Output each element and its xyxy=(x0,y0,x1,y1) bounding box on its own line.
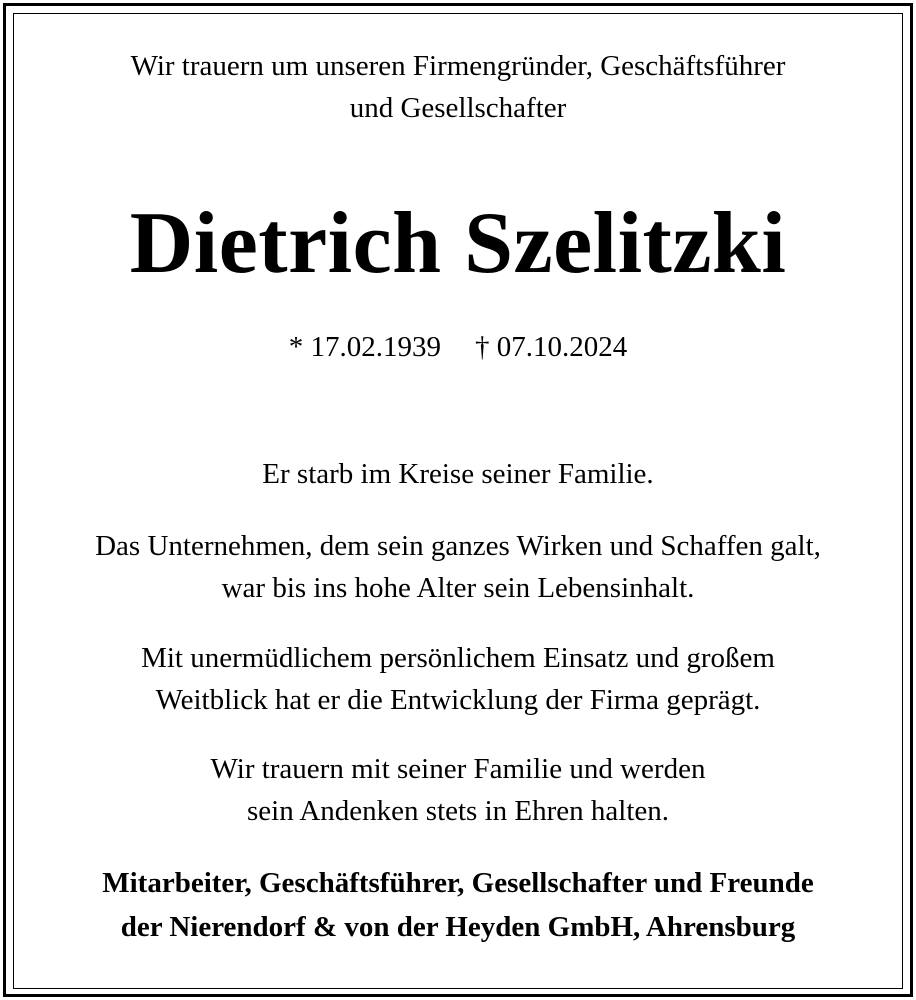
obituary-notice xyxy=(13,13,903,989)
paragraph-memory xyxy=(13,748,903,832)
birth-date: * 17.02.1939 xyxy=(288,331,441,363)
paragraph-line: Das Unternehmen, dem sein ganzes Wirken und Schaffen galt, xyxy=(95,530,821,562)
paragraph-line: sein Andenken stets in Ehren halten. xyxy=(246,795,669,827)
intro-text xyxy=(13,45,903,129)
paragraph-company xyxy=(13,525,903,609)
life-dates xyxy=(13,326,903,368)
intro-line-2: und Gesellschafter xyxy=(349,92,567,124)
deceased-name: Dietrich Szelitzki xyxy=(129,195,787,292)
death-date: † 07.10.2024 xyxy=(475,331,628,363)
paragraph-commitment xyxy=(13,637,903,721)
paragraph-line: Wir trauern mit seiner Familie und werden xyxy=(210,753,706,785)
signature-line-1: Mitarbeiter, Geschäftsführer, Gesellschafter und Freunde xyxy=(102,867,814,899)
paragraph-family xyxy=(13,453,903,495)
intro-line-1: Wir trauern um unseren Firmengründer, Geschäftsführer xyxy=(130,50,786,82)
paragraph-line: Weitblick hat er die Entwicklung der Firma geprägt. xyxy=(155,684,761,716)
paragraph-line: Mit unermüdlichem persönlichem Einsatz und großem xyxy=(141,642,775,674)
signature-block xyxy=(13,861,903,949)
paragraph-line: Er starb im Kreise seiner Familie. xyxy=(262,458,654,490)
paragraph-line: war bis ins hohe Alter sein Lebensinhalt. xyxy=(221,572,695,604)
signature-line-2: der Nierendorf & von der Heyden GmbH, Ahrensburg xyxy=(120,911,796,943)
